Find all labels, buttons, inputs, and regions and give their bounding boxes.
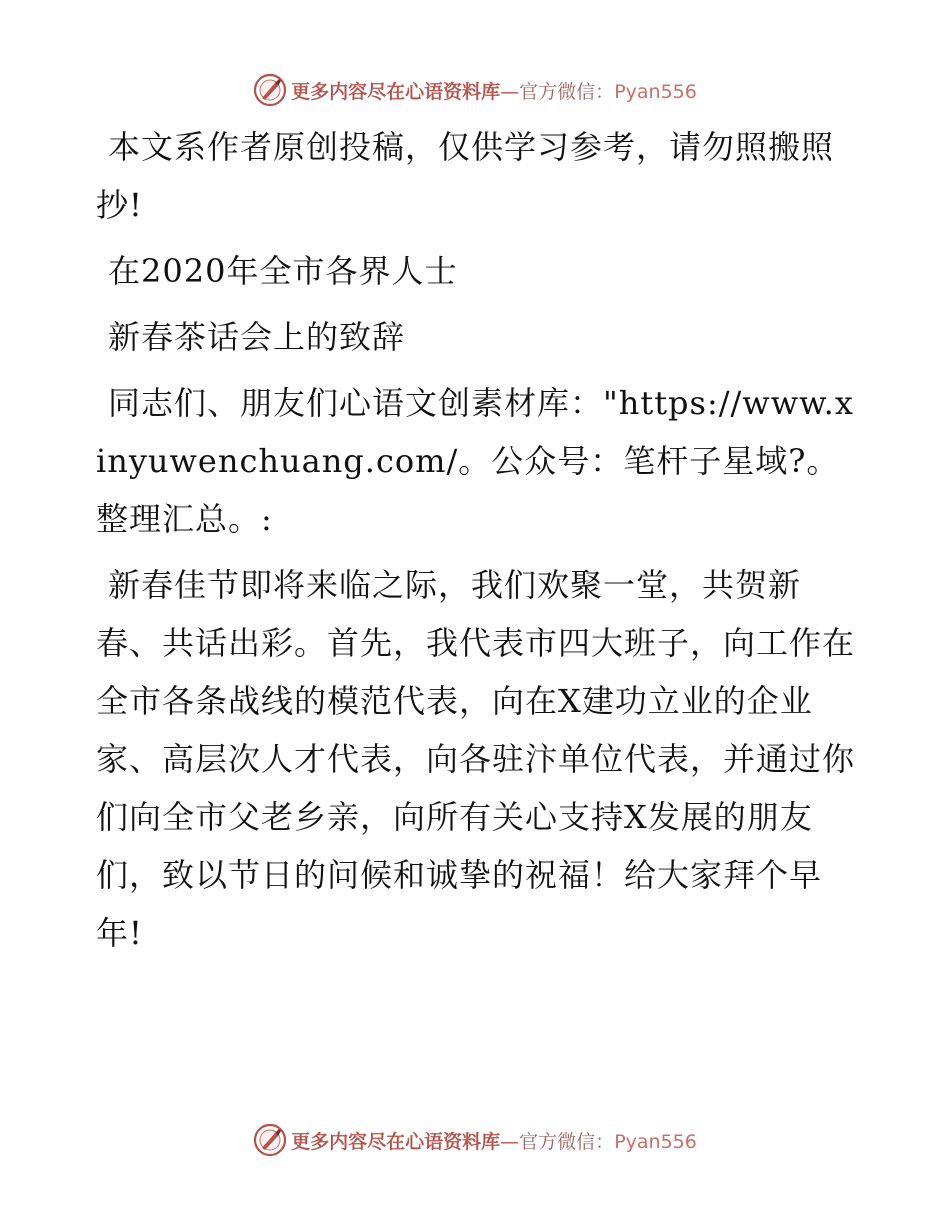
banner-wechat-id: Pyan556: [614, 80, 697, 103]
banner-lead-text: 更多内容尽在心语资料库: [291, 80, 501, 103]
footer-banner: [0, 1120, 950, 1160]
banner-wechat-id: Pyan556: [614, 1130, 697, 1153]
body-paragraph: 新春佳节即将来临之际，我们欢聚一堂，共贺新春、共话出彩。首先，我代表市四大班子，向工作在全市各条战线的模范代表，向在X建功立业的企业家、高层次人才代表，向各驻汴单位代表，并通过你们向全市父老乡亲，向所有关心支持X发展的朋友们，致以节日的问候和诚挚的祝福！给大家拜个早年!: [96, 566, 856, 952]
disclaimer-paragraph: 本文系作者原创投稿，仅供学习参考，请勿照搬照抄!: [96, 128, 835, 224]
banner-lead-text: 更多内容尽在心语资料库: [291, 1130, 501, 1153]
header-banner: [0, 70, 950, 110]
banner-separator: —: [500, 80, 520, 103]
pen-nib-logo-icon: [253, 1123, 287, 1157]
speech-title-line-2: 新春茶话会上的致辞: [108, 318, 406, 356]
document-body: [96, 118, 856, 970]
banner-row: [253, 73, 697, 107]
banner-separator: —: [500, 1130, 520, 1153]
speech-title-line-1: 在2020年全市各界人士: [108, 252, 458, 290]
banner-row: [253, 1123, 697, 1157]
banner-text: [291, 77, 697, 104]
banner-wechat-label: 官方微信：: [519, 80, 615, 103]
banner-text: [291, 1127, 697, 1154]
pen-nib-logo-icon: [253, 73, 287, 107]
greeting-paragraph: 同志们、朋友们心语文创素材库："https://www.xinyuwenchuang.com/。公众号：笔杆子星域?。整理汇总。:: [96, 384, 854, 538]
banner-wechat-label: 官方微信：: [519, 1130, 615, 1153]
